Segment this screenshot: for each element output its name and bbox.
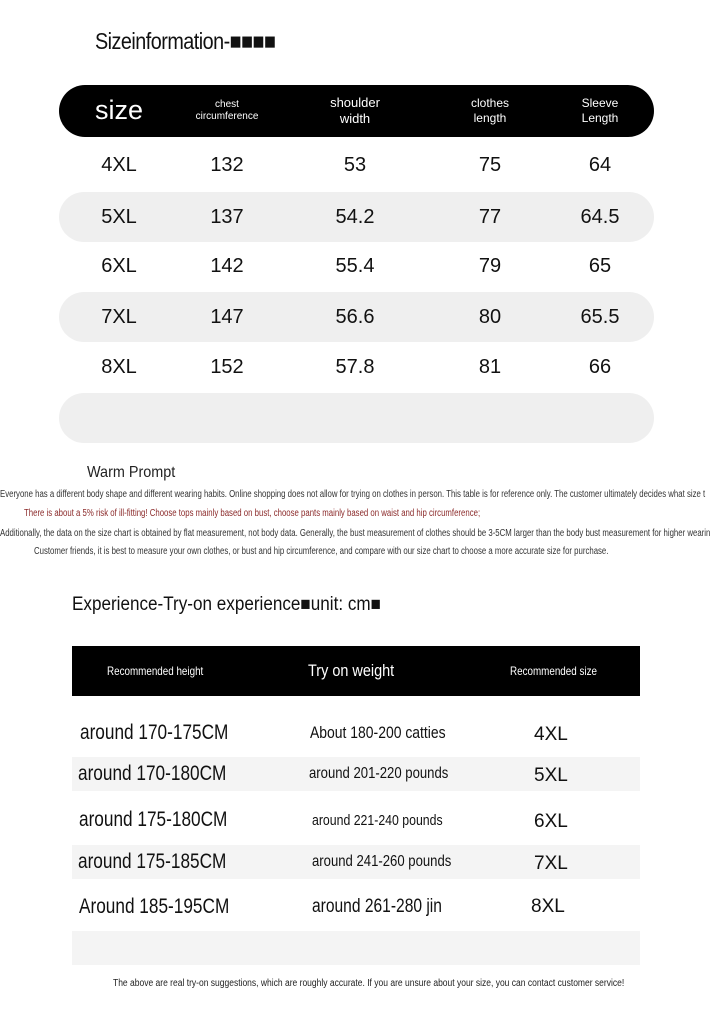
sleeve-cell: 64.5 <box>580 205 620 228</box>
header-shoulder: shoulder width <box>330 94 380 126</box>
shoulder-cell: 54.2 <box>335 205 375 228</box>
size-cell: 8XL <box>101 355 137 378</box>
chest-cell: 142 <box>210 254 244 277</box>
weight-cell: around 241-260 pounds <box>312 853 452 870</box>
weight-cell: around 261-280 jin <box>312 896 442 917</box>
warm-prompt-line: There is about a 5% risk of ill-fitting! Choose tops mainly based on bust, choose pants mainly based on waist and hip circumference; <box>24 508 481 519</box>
empty-row <box>72 931 640 965</box>
length-cell: 80 <box>478 305 502 328</box>
empty-row <box>59 393 654 443</box>
size-row <box>59 140 654 190</box>
experience-title: Experience-Try-on experience■unit: cm■ <box>72 594 381 615</box>
chest-cell: 147 <box>210 305 244 328</box>
warm-prompt-line: Everyone has a different body shape and different wearing habits. Online shopping does not allow for trying on clothes in person. This table is for reference only. The customer ultimately decides what size t <box>0 489 706 500</box>
header-try-on-weight: Try on weight <box>308 661 395 680</box>
warm-prompt-title: Warm Prompt <box>87 464 176 481</box>
size-row <box>59 342 654 392</box>
chest-cell: 132 <box>210 153 244 176</box>
recommended-size-cell: 5XL <box>534 765 568 786</box>
sleeve-cell: 65 <box>588 254 612 277</box>
experience-row <box>72 890 640 924</box>
warm-prompt-line: Additionally, the data on the size chart is obtained by flat measurement, not body data. Generally, the bust measurement of clothes should be 3-5CM larger than the body bust measurement for higher wearin <box>0 528 711 539</box>
height-cell: around 170-175CM <box>80 721 229 744</box>
size-chart-title: Sizeinformation-■■■■ <box>95 28 276 54</box>
header-size: size <box>94 95 143 126</box>
length-cell: 77 <box>478 205 502 228</box>
height-cell: Around 185-195CM <box>79 895 230 918</box>
height-cell: around 170-180CM <box>78 762 227 785</box>
header-recommended-size: Recommended size <box>510 664 597 678</box>
size-row <box>59 292 654 342</box>
sleeve-cell: 65.5 <box>580 305 620 328</box>
chest-cell: 137 <box>210 205 244 228</box>
experience-row <box>72 757 640 791</box>
weight-cell: around 201-220 pounds <box>309 765 449 782</box>
sleeve-cell: 66 <box>588 355 612 378</box>
size-cell: 7XL <box>101 305 137 328</box>
size-chart-header <box>59 85 654 137</box>
recommended-size-cell: 4XL <box>534 724 568 745</box>
size-row <box>59 241 654 291</box>
weight-cell: around 221-240 pounds <box>312 811 443 829</box>
shoulder-cell: 55.4 <box>335 254 375 277</box>
header-chest: chest circumference <box>195 98 259 122</box>
height-cell: around 175-180CM <box>79 808 228 831</box>
recommended-size-cell: 8XL <box>531 896 565 917</box>
experience-row <box>72 803 640 837</box>
shoulder-cell: 53 <box>343 153 367 176</box>
header-sleeve-length: Sleeve Length <box>581 96 619 125</box>
size-cell: 5XL <box>101 205 137 228</box>
experience-row <box>72 716 640 750</box>
weight-cell: About 180-200 catties <box>310 723 446 742</box>
chest-cell: 152 <box>210 355 244 378</box>
header-clothes-length: clothes length <box>470 96 510 125</box>
header-recommended-height: Recommended height <box>107 664 204 678</box>
length-cell: 79 <box>478 254 502 277</box>
warm-prompt-line: Customer friends, it is best to measure your own clothes, or bust and hip circumference, and compare with our size chart to choose a more accurate size for purchase. <box>34 546 609 557</box>
recommended-size-cell: 6XL <box>534 811 568 832</box>
shoulder-cell: 56.6 <box>335 305 375 328</box>
size-cell: 4XL <box>101 153 137 176</box>
experience-header <box>72 646 640 696</box>
length-cell: 75 <box>478 153 502 176</box>
height-cell: around 175-185CM <box>78 850 227 873</box>
experience-row <box>72 845 640 879</box>
shoulder-cell: 57.8 <box>335 355 375 378</box>
size-cell: 6XL <box>101 254 137 277</box>
size-row <box>59 192 654 242</box>
sleeve-cell: 64 <box>588 153 612 176</box>
length-cell: 81 <box>478 355 502 378</box>
footer-note: The above are real try-on suggestions, which are roughly accurate. If you are unsure about your size, you can contact customer service! <box>113 978 625 989</box>
recommended-size-cell: 7XL <box>534 853 568 874</box>
